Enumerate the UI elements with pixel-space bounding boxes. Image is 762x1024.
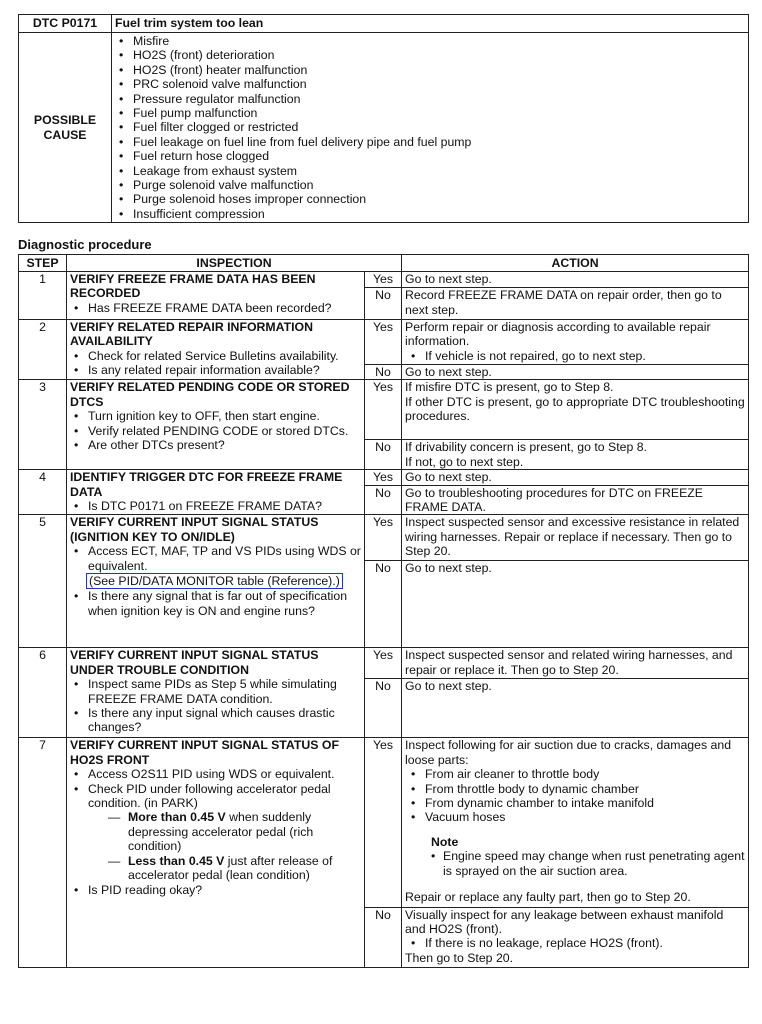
step-7-sub-2-bold: Less than 0.45 V xyxy=(128,853,225,868)
step-1-number: 1 xyxy=(19,272,67,320)
dtc-code: DTC P0171 xyxy=(19,15,112,33)
dash-glyph: — xyxy=(108,853,121,868)
step-7-yes-end: Repair or replace any faulty part, then go to Step 20. xyxy=(405,890,691,905)
step-3-title: VERIFY RELATED PENDING CODE OR STORED DTCS xyxy=(70,380,350,409)
note-bullet: • Engine speed may change when rust penetrating agent is sprayed on the air suction area. xyxy=(405,849,745,878)
step-2-yes-text: Perform repair or diagnosis according to available repair information. xyxy=(405,320,711,349)
dtc-table xyxy=(18,14,749,223)
step-5-bullet: • Is there any signal that is far out of specification when ignition key is ON and engine runs? xyxy=(70,589,361,618)
step-7-title: VERIFY CURRENT INPUT SIGNAL STATUS OF HO2S FRONT xyxy=(70,738,339,767)
cause-item: • Misfire xyxy=(115,34,745,48)
step-5-no-action: Go to next step. xyxy=(402,561,749,648)
step-7-sub-condition xyxy=(88,854,361,883)
step-3-number: 3 xyxy=(19,380,67,470)
step-4-number: 4 xyxy=(19,470,67,515)
cause-item: • HO2S (front) deterioration xyxy=(115,48,745,62)
step-7-yes-bullet: • Vacuum hoses xyxy=(405,810,745,824)
step-2-inspection xyxy=(67,320,365,380)
step-6-bullet: • Inspect same PIDs as Step 5 while simulating FREEZE FRAME DATA condition. xyxy=(70,677,361,706)
step-4-title: IDENTIFY TRIGGER DTC FOR FREEZE FRAME DATA xyxy=(70,470,343,499)
step-6-title: VERIFY CURRENT INPUT SIGNAL STATUS UNDER TROUBLE CONDITION xyxy=(70,648,319,677)
inspection-header: INSPECTION xyxy=(67,255,402,272)
no-label: No xyxy=(365,679,402,738)
step-7-no-text: Visually inspect for any leakage between exhaust manifold and HO2S (front). xyxy=(405,907,724,936)
step-3-bullet: • Turn ignition key to OFF, then start engine. xyxy=(70,409,361,423)
diagnostic-table xyxy=(18,254,749,968)
note-list xyxy=(405,849,745,878)
no-label: No xyxy=(365,561,402,648)
step-7-yes-bullet: • From air cleaner to throttle body xyxy=(405,767,745,781)
step-4-yes-row xyxy=(19,470,749,485)
yes-label: Yes xyxy=(365,648,402,679)
yes-label: Yes xyxy=(365,380,402,440)
cause-item: • Fuel leakage on fuel line from fuel delivery pipe and fuel pump xyxy=(115,135,745,149)
step-7-yes-action xyxy=(402,738,749,907)
yes-label: Yes xyxy=(365,738,402,907)
step-7-sub-2-text: just after release of accelerator pedal (lean condition) xyxy=(128,853,333,883)
step-4-bullets xyxy=(70,499,361,513)
step-1-inspection xyxy=(67,272,365,320)
possible-cause-cell xyxy=(112,33,749,223)
step-2-no-action: Go to next step. xyxy=(402,365,749,380)
step-6-number: 6 xyxy=(19,648,67,738)
cause-item: • Fuel pump malfunction xyxy=(115,106,745,120)
step-5-yes-action: Inspect suspected sensor and excessive resistance in related wiring harnesses. Repair or replace if necessary. Then go to Step 20. xyxy=(402,515,749,561)
possible-cause-label-text: POSSIBLE CAUSE xyxy=(33,113,97,142)
step-6-yes-action: Inspect suspected sensor and related wiring harnesses, and repair or replace it. Then go to Step 20. xyxy=(402,648,749,679)
cause-item: • Fuel filter clogged or restricted xyxy=(115,120,745,134)
step-7-bullet: • Access O2S11 PID using WDS or equivalent. xyxy=(70,767,361,781)
yes-label: Yes xyxy=(365,272,402,288)
cause-item: • Leakage from exhaust system xyxy=(115,164,745,178)
step-6-bullets xyxy=(70,677,361,735)
step-7-yes-bullets xyxy=(405,767,745,825)
step-7-no-bullet: • If there is no leakage, replace HO2S (front). xyxy=(405,936,745,950)
step-2-bullets xyxy=(70,349,361,378)
step-1-bullets xyxy=(70,301,361,315)
step-7-no-end: Then go to Step 20. xyxy=(405,950,514,965)
step-7-bullet xyxy=(70,782,361,883)
step-7-no-action xyxy=(402,907,749,968)
no-label: No xyxy=(365,907,402,968)
step-7-bullets xyxy=(70,767,361,897)
step-6-inspection xyxy=(67,648,365,738)
step-7-yes-row xyxy=(19,738,749,907)
possible-cause-label xyxy=(19,33,112,223)
cause-item: • Insufficient compression xyxy=(115,207,745,221)
no-label: No xyxy=(365,440,402,470)
step-7-sub-condition xyxy=(88,810,361,853)
step-3-yes-action xyxy=(402,380,749,440)
step-5-title: VERIFY CURRENT INPUT SIGNAL STATUS (IGNITION KEY TO ON/IDLE) xyxy=(70,515,319,544)
yes-label: Yes xyxy=(365,515,402,561)
possible-cause-row xyxy=(19,33,749,223)
step-3-yes-row xyxy=(19,380,749,440)
step-6-no-action: Go to next step. xyxy=(402,679,749,738)
step-1-bullet: • Has FREEZE FRAME DATA been recorded? xyxy=(70,301,361,315)
step-3-bullet: • Verify related PENDING CODE or stored DTCs. xyxy=(70,424,361,438)
yes-label: Yes xyxy=(365,320,402,365)
step-6-bullet: • Is there any input signal which causes drastic changes? xyxy=(70,706,361,735)
step-1-yes-row xyxy=(19,272,749,288)
diagnostic-procedure-title: Diagnostic procedure xyxy=(18,237,152,252)
step-5-yes-row xyxy=(19,515,749,561)
step-7-sub-1-bold: More than 0.45 V xyxy=(128,810,226,825)
step-4-inspection xyxy=(67,470,365,515)
step-2-bullet: • Check for related Service Bulletins availability. xyxy=(70,349,361,363)
step-1-title: VERIFY FREEZE FRAME DATA HAS BEEN RECORDED xyxy=(70,272,316,301)
pid-data-monitor-link[interactable]: (See PID/DATA MONITOR table (Reference).) xyxy=(86,573,343,589)
step-1-yes-action: Go to next step. xyxy=(402,272,749,288)
step-2-title: VERIFY RELATED REPAIR INFORMATION AVAILABILITY xyxy=(70,320,313,349)
step-2-bullet: • Is any related repair information available? xyxy=(70,363,361,377)
yes-label: Yes xyxy=(365,470,402,485)
step-1-no-action: Record FREEZE FRAME DATA on repair order, then go to next step. xyxy=(402,288,749,320)
step-7-yes-intro: Inspect following for air suction due to cracks, damages and loose parts: xyxy=(405,738,732,767)
step-3-bullets xyxy=(70,409,361,452)
no-label: No xyxy=(365,288,402,320)
step-5-bullet xyxy=(70,544,361,589)
step-4-no-action: Go to troubleshooting procedures for DTC on FREEZE FRAME DATA. xyxy=(402,485,749,515)
step-7-yes-bullet: • From throttle body to dynamic chamber xyxy=(405,782,745,796)
cause-item: • Purge solenoid valve malfunction xyxy=(115,178,745,192)
step-3-inspection xyxy=(67,380,365,470)
step-2-number: 2 xyxy=(19,320,67,380)
step-7-no-bullets xyxy=(405,936,745,950)
step-header: STEP xyxy=(19,255,67,272)
cause-item: • PRC solenoid valve malfunction xyxy=(115,77,745,91)
cause-item: • Fuel return hose clogged xyxy=(115,149,745,163)
no-label: No xyxy=(365,485,402,515)
step-7-bullet-text: Check PID under following accelerator pedal condition. (in PARK) xyxy=(88,781,331,811)
step-4-yes-action: Go to next step. xyxy=(402,470,749,485)
step-2-yes-bullets xyxy=(405,349,745,363)
step-7-number: 7 xyxy=(19,738,67,968)
step-4-bullet: • Is DTC P0171 on FREEZE FRAME DATA? xyxy=(70,499,361,513)
step-3-no-line-1: If drivability concern is present, go to Step 8. xyxy=(405,440,647,455)
step-3-yes-line-2: If other DTC is present, go to appropriate DTC troubleshooting procedures. xyxy=(405,394,745,424)
possible-cause-list xyxy=(115,34,745,221)
no-label: No xyxy=(365,365,402,380)
action-header: ACTION xyxy=(402,255,749,272)
step-7-inspection xyxy=(67,738,365,968)
step-2-yes-bullet: • If vehicle is not repaired, go to next step. xyxy=(405,349,745,363)
step-2-yes-action xyxy=(402,320,749,365)
cause-item: • HO2S (front) heater malfunction xyxy=(115,63,745,77)
cause-item: • Pressure regulator malfunction xyxy=(115,92,745,106)
step-7-bullet: • Is PID reading okay? xyxy=(70,883,361,897)
step-3-bullet: • Are other DTCs present? xyxy=(70,438,361,452)
dtc-header-row xyxy=(19,15,749,33)
step-2-yes-row xyxy=(19,320,749,365)
dtc-title: Fuel trim system too lean xyxy=(112,15,749,33)
step-3-yes-line-1: If misfire DTC is present, go to Step 8. xyxy=(405,380,614,395)
step-5-inspection xyxy=(67,515,365,648)
step-5-bullet-text: Access ECT, MAF, TP and VS PIDs using WDS or equivalent. xyxy=(88,544,361,573)
cause-item: • Purge solenoid hoses improper connection xyxy=(115,192,745,206)
step-3-no-line-2: If not, go to next step. xyxy=(405,454,524,469)
step-7-sub-1-text: when suddenly depressing accelerator pedal (rich condition) xyxy=(128,810,314,854)
step-6-yes-row xyxy=(19,648,749,679)
diagnostic-header-row xyxy=(19,255,749,272)
step-3-no-action xyxy=(402,440,749,470)
dash-glyph: — xyxy=(108,810,121,825)
step-5-bullets xyxy=(70,544,361,618)
step-5-number: 5 xyxy=(19,515,67,648)
step-7-yes-bullet: • From dynamic chamber to intake manifold xyxy=(405,796,745,810)
note-title: Note xyxy=(431,834,459,849)
